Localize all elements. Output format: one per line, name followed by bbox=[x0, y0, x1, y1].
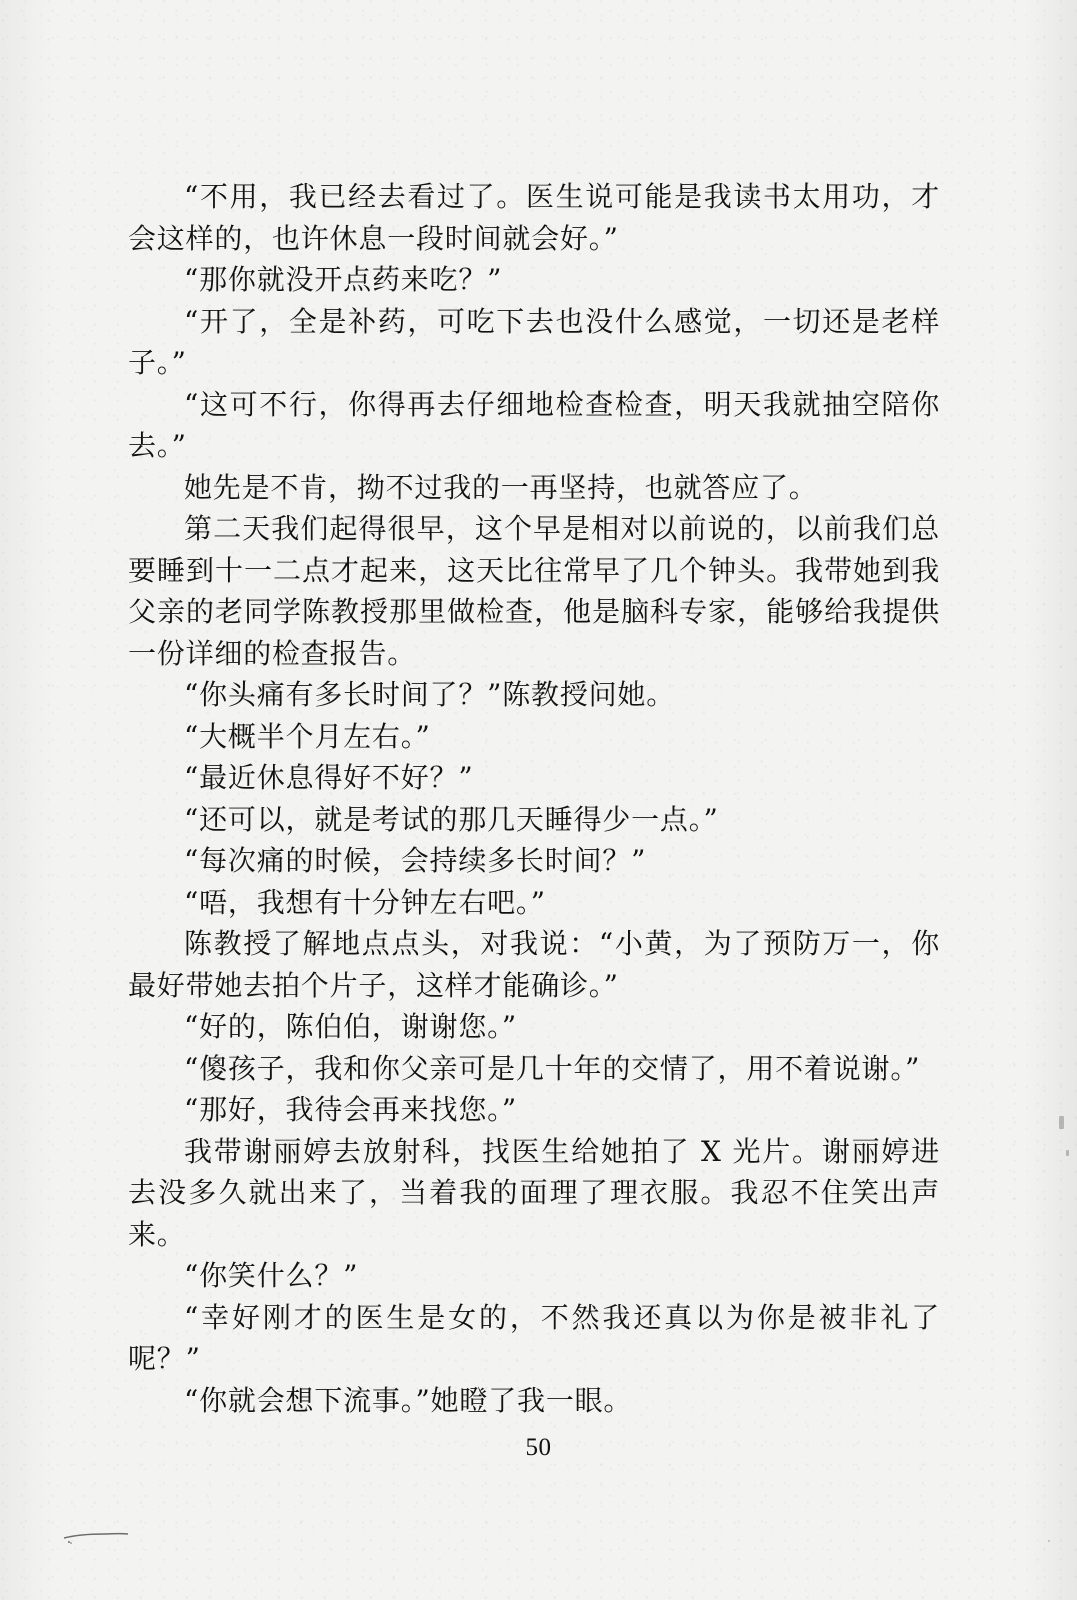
scan-mark bbox=[62, 1532, 132, 1544]
paragraph-20: “你就会想下流事。”她瞪了我一眼。 bbox=[184, 1383, 633, 1417]
paragraph-15: “傻孩子，我和你父亲可是几十年的交情了，用不着说谢。” bbox=[184, 1051, 921, 1085]
paragraph-17: 我带谢丽婷去放射科，找医生给她拍了 X 光片。谢丽婷进去没多久就出来了，当着我的面理了理衣服。我忍不住笑出声来。 bbox=[128, 1134, 940, 1251]
paragraph-9: “最近休息得好不好？” bbox=[184, 761, 474, 794]
body-text bbox=[128, 176, 940, 1421]
paragraph-5: 她先是不肯，拗不过我的一再坚持，也就答应了。 bbox=[184, 470, 818, 504]
paragraph-6: 第二天我们起得很早，这个早是相对以前说的，以前我们总要睡到十一二点才起来，这天比往常早了几个钟头。我带她到我父亲的老同学陈教授那里做检查，他是脑科专家，能够给我提供一份详细的检查报告。 bbox=[128, 512, 940, 670]
paragraph-4: “这可不行，你得再去仔细地检查检查，明天我就抽空陪你去。” bbox=[128, 387, 940, 462]
paragraph-10: “还可以，就是考试的那几天睡得少一点。” bbox=[184, 802, 719, 836]
paragraph-7: “你头痛有多长时间了？”陈教授问她。 bbox=[184, 678, 676, 711]
paragraph-14: “好的，陈伯伯，谢谢您。” bbox=[184, 1010, 518, 1043]
scan-speck bbox=[1059, 1116, 1064, 1129]
paragraph-2: “那你就没开点药来吃？” bbox=[184, 263, 503, 296]
paragraph-12: “唔，我想有十分钟左右吧。” bbox=[184, 885, 546, 919]
page-number: 50 bbox=[525, 1434, 552, 1461]
scan-speck bbox=[1048, 1540, 1050, 1542]
paragraph-16: “那好，我待会再来找您。” bbox=[184, 1093, 518, 1126]
scan-speck bbox=[1066, 1150, 1069, 1156]
paragraph-13: 陈教授了解地点点头，对我说：“小黄，为了预防万一，你最好带她去拍个片子，这样才能确诊。” bbox=[128, 927, 940, 1002]
paragraph-18: “你笑什么？” bbox=[184, 1259, 359, 1292]
paragraph-3: “开了，全是补药，可吃下去也没什么感觉，一切还是老样子。” bbox=[128, 304, 940, 379]
paragraph-1: “不用，我已经去看过了。医生说可能是我读书太用功，才会这样的，也许休息一段时间就会好。” bbox=[128, 180, 940, 255]
paragraph-8: “大概半个月左右。” bbox=[184, 719, 431, 753]
paragraph-19: “幸好刚才的医生是女的，不然我还真以为你是被非礼了呢？” bbox=[128, 1300, 940, 1375]
paragraph-11: “每次痛的时候，会持续多长时间？” bbox=[184, 844, 647, 877]
